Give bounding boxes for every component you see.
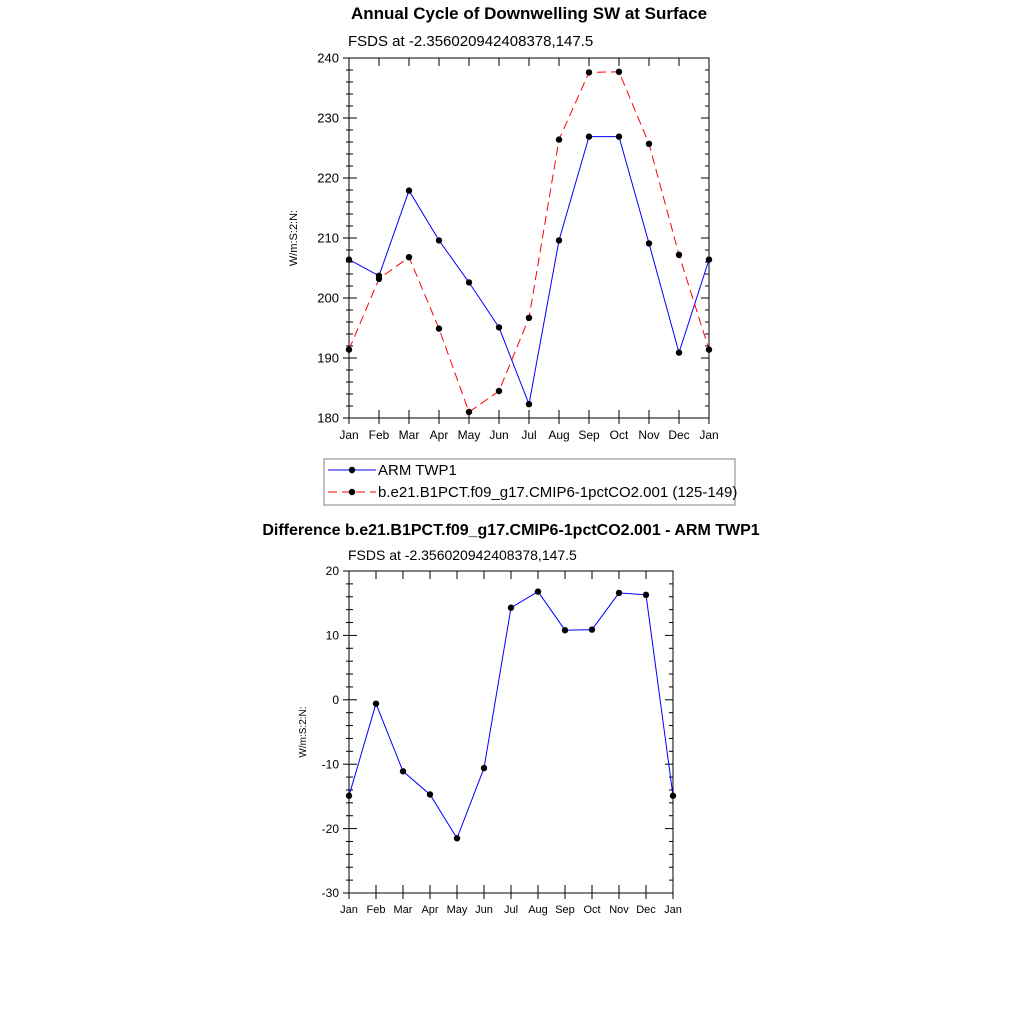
data-point	[481, 765, 487, 771]
x-tick-label: Nov	[638, 428, 660, 442]
y-tick-label: -30	[321, 886, 339, 901]
x-tick-label: Jun	[475, 904, 493, 916]
data-point	[466, 409, 472, 415]
data-point	[589, 626, 595, 632]
data-point	[376, 276, 382, 282]
x-tick-label: Sep	[578, 428, 600, 442]
x-tick-label: Oct	[609, 428, 629, 442]
data-point	[643, 592, 649, 598]
y-tick-label: 220	[317, 170, 339, 186]
data-point	[466, 279, 472, 285]
data-point	[616, 133, 622, 139]
y-tick-label: 200	[317, 290, 339, 306]
y-tick-label: -10	[321, 757, 339, 772]
legend	[324, 459, 737, 505]
x-tick-label: Mar	[393, 904, 413, 916]
y-tick-label: -20	[321, 821, 339, 836]
data-point	[676, 349, 682, 355]
x-tick-label: Oct	[583, 904, 601, 916]
data-point	[616, 69, 622, 75]
x-tick-label: Jan	[699, 428, 719, 442]
x-tick-label: Jul	[521, 428, 537, 442]
data-point	[556, 136, 562, 142]
x-tick-label: May	[457, 428, 481, 442]
chart-subtitle: FSDS at -2.356020942408378,147.5	[348, 33, 594, 50]
data-point	[586, 69, 592, 75]
y-axis-label: W/m:S:2:N:	[288, 209, 300, 267]
y-tick-label: 190	[317, 350, 339, 366]
x-tick-label: Nov	[609, 904, 629, 916]
x-tick-label: Jun	[489, 428, 509, 442]
chart-title: Annual Cycle of Downwelling SW at Surface	[350, 4, 708, 23]
data-point	[706, 256, 712, 262]
data-point	[373, 700, 379, 706]
data-point	[562, 627, 568, 633]
x-tick-label: Dec	[636, 904, 656, 916]
data-point	[496, 324, 502, 330]
data-point	[496, 388, 502, 394]
data-point	[646, 141, 652, 147]
x-tick-label: Jan	[664, 904, 682, 916]
x-tick-label: Jan	[340, 904, 358, 916]
x-tick-label: Jan	[339, 428, 359, 442]
data-point	[454, 835, 460, 841]
data-point	[436, 325, 442, 331]
x-tick-label: Mar	[398, 428, 420, 442]
y-tick-label: 240	[317, 50, 339, 66]
data-point	[646, 240, 652, 246]
x-tick-label: Feb	[368, 428, 390, 442]
data-point	[346, 346, 352, 352]
data-point	[406, 187, 412, 193]
data-point	[526, 315, 532, 321]
data-point	[400, 768, 406, 774]
data-point	[556, 237, 562, 243]
x-tick-label: Jul	[503, 904, 519, 916]
legend-label-arm: ARM TWP1	[378, 462, 457, 479]
y-tick-label: 230	[317, 110, 339, 126]
y-tick-label: 180	[317, 410, 339, 426]
y-tick-label: 210	[317, 230, 339, 246]
x-tick-label: Feb	[366, 904, 386, 916]
data-point	[676, 252, 682, 258]
data-point	[670, 793, 676, 799]
data-point	[508, 605, 514, 611]
x-tick-label: Dec	[668, 428, 690, 442]
data-point	[436, 237, 442, 243]
x-tick-label: Apr	[429, 428, 449, 442]
data-point	[535, 588, 541, 594]
x-tick-label: Apr	[421, 904, 439, 916]
x-tick-label: Aug	[528, 904, 548, 916]
y-tick-label: 10	[325, 628, 339, 643]
data-point	[526, 401, 532, 407]
chart-subtitle: FSDS at -2.356020942408378,147.5	[348, 547, 577, 563]
x-tick-label: Sep	[555, 904, 575, 916]
data-point	[346, 793, 352, 799]
data-point	[706, 346, 712, 352]
data-point	[616, 590, 622, 596]
y-axis-label: W/m:S:2:N:	[298, 706, 309, 758]
data-point	[346, 256, 352, 262]
legend-marker-arm	[349, 467, 355, 473]
x-tick-label: Aug	[548, 428, 570, 442]
legend-marker-model	[349, 489, 355, 495]
data-point	[586, 133, 592, 139]
x-tick-label: May	[446, 904, 468, 916]
data-point	[427, 791, 433, 797]
data-point	[406, 254, 412, 260]
y-tick-label: 0	[332, 693, 339, 707]
y-tick-label: 20	[325, 564, 339, 579]
chart-title: Difference b.e21.B1PCT.f09_g17.CMIP6-1pctCO2.001 - ARM TWP1	[262, 522, 760, 539]
legend-label-model: b.e21.B1PCT.f09_g17.CMIP6-1pctCO2.001 (125-149)	[378, 484, 738, 501]
